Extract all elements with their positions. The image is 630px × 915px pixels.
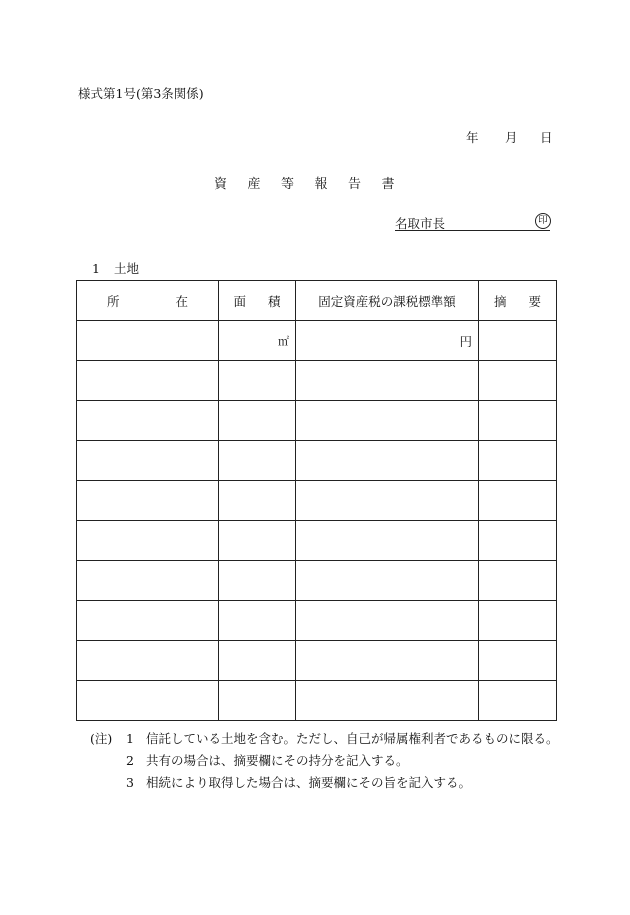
section-heading [92, 259, 139, 277]
cell-area[interactable] [219, 361, 296, 401]
document-title [214, 173, 415, 192]
section-number: 1 [92, 261, 100, 276]
table-row [77, 561, 557, 601]
table-row [77, 641, 557, 681]
cell-tax-value[interactable] [296, 681, 479, 721]
note-item [90, 772, 559, 794]
cell-location[interactable] [77, 681, 219, 721]
header-remarks [479, 281, 557, 321]
cell-tax-value[interactable] [296, 401, 479, 441]
land-table [76, 280, 557, 721]
note-text: 信託している土地を含む。ただし、自己が帰属権利者であるものに限る。 [146, 731, 559, 746]
date-year-label: 年 [466, 130, 479, 145]
section-title: 土地 [113, 261, 139, 276]
cell-area[interactable] [219, 561, 296, 601]
addressee-line [395, 214, 550, 231]
cell-remarks[interactable] [479, 361, 557, 401]
form-number: 様式第1号(第3条関係) [78, 86, 204, 101]
cell-area[interactable] [219, 681, 296, 721]
cell-area[interactable] [219, 321, 296, 361]
cell-location[interactable] [77, 401, 219, 441]
cell-area[interactable] [219, 601, 296, 641]
cell-location[interactable] [77, 361, 219, 401]
header-tax-value: 固定資産税の課税標準額 [296, 281, 479, 321]
cell-location[interactable] [77, 561, 219, 601]
cell-location[interactable] [77, 481, 219, 521]
cell-location[interactable] [77, 321, 219, 361]
title-char: 産 [247, 177, 261, 192]
table-row [77, 321, 557, 361]
cell-location[interactable] [77, 601, 219, 641]
note-number: 3 [126, 775, 134, 790]
notes-block [90, 728, 559, 794]
table-row [77, 601, 557, 641]
title-char: 等 [281, 177, 295, 192]
header-remarks-char: 要 [528, 293, 542, 309]
cell-tax-value[interactable] [296, 521, 479, 561]
header-area-char: 面 [233, 293, 246, 309]
note-number: 1 [126, 731, 134, 746]
cell-tax-value[interactable] [296, 641, 479, 681]
header-location [77, 281, 219, 321]
cell-tax-value[interactable] [296, 561, 479, 601]
cell-area[interactable] [219, 481, 296, 521]
cell-tax-value[interactable] [296, 321, 479, 361]
cell-tax-value[interactable] [296, 441, 479, 481]
cell-remarks[interactable] [479, 561, 557, 601]
cell-remarks[interactable] [479, 681, 557, 721]
cell-location[interactable] [77, 641, 219, 681]
cell-area[interactable] [219, 401, 296, 441]
date-day-label: 日 [540, 130, 553, 145]
header-area-char: 積 [268, 293, 281, 309]
table-row [77, 681, 557, 721]
cell-remarks[interactable] [479, 601, 557, 641]
date-month-label: 月 [505, 130, 518, 145]
seal-mark: 印 [535, 213, 551, 229]
addressee-name: 名取市長 [395, 216, 446, 231]
note-text: 相続により取得した場合は、摘要欄にその旨を記入する。 [146, 775, 472, 790]
note-item [90, 750, 559, 772]
table-row [77, 361, 557, 401]
title-char: 告 [348, 177, 362, 192]
cell-location[interactable] [77, 441, 219, 481]
cell-remarks[interactable] [479, 641, 557, 681]
notes-lead: (注) [90, 731, 113, 746]
cell-tax-value[interactable] [296, 481, 479, 521]
table-row [77, 481, 557, 521]
note-number: 2 [126, 753, 134, 768]
note-item [90, 728, 559, 750]
table-row [77, 401, 557, 441]
cell-tax-value[interactable] [296, 601, 479, 641]
table-row [77, 441, 557, 481]
title-char: 書 [381, 177, 395, 192]
yen-unit-label: 円 [459, 333, 472, 349]
table-header-row [77, 281, 557, 321]
note-text: 共有の場合は、摘要欄にその持分を記入する。 [146, 753, 409, 768]
table-row [77, 521, 557, 561]
cell-remarks[interactable] [479, 401, 557, 441]
cell-remarks[interactable] [479, 481, 557, 521]
header-remarks-char: 摘 [493, 293, 507, 309]
cell-location[interactable] [77, 521, 219, 561]
header-area [219, 281, 296, 321]
area-unit-label: ㎡ [278, 334, 289, 348]
cell-tax-value[interactable] [296, 361, 479, 401]
cell-area[interactable] [219, 641, 296, 681]
cell-remarks[interactable] [479, 441, 557, 481]
cell-area[interactable] [219, 441, 296, 481]
header-location-char: 在 [175, 293, 188, 309]
cell-area[interactable] [219, 521, 296, 561]
header-location-char: 所 [107, 293, 120, 309]
cell-remarks[interactable] [479, 521, 557, 561]
title-char: 報 [314, 177, 328, 192]
title-char: 資 [214, 177, 228, 192]
cell-remarks[interactable] [479, 321, 557, 361]
